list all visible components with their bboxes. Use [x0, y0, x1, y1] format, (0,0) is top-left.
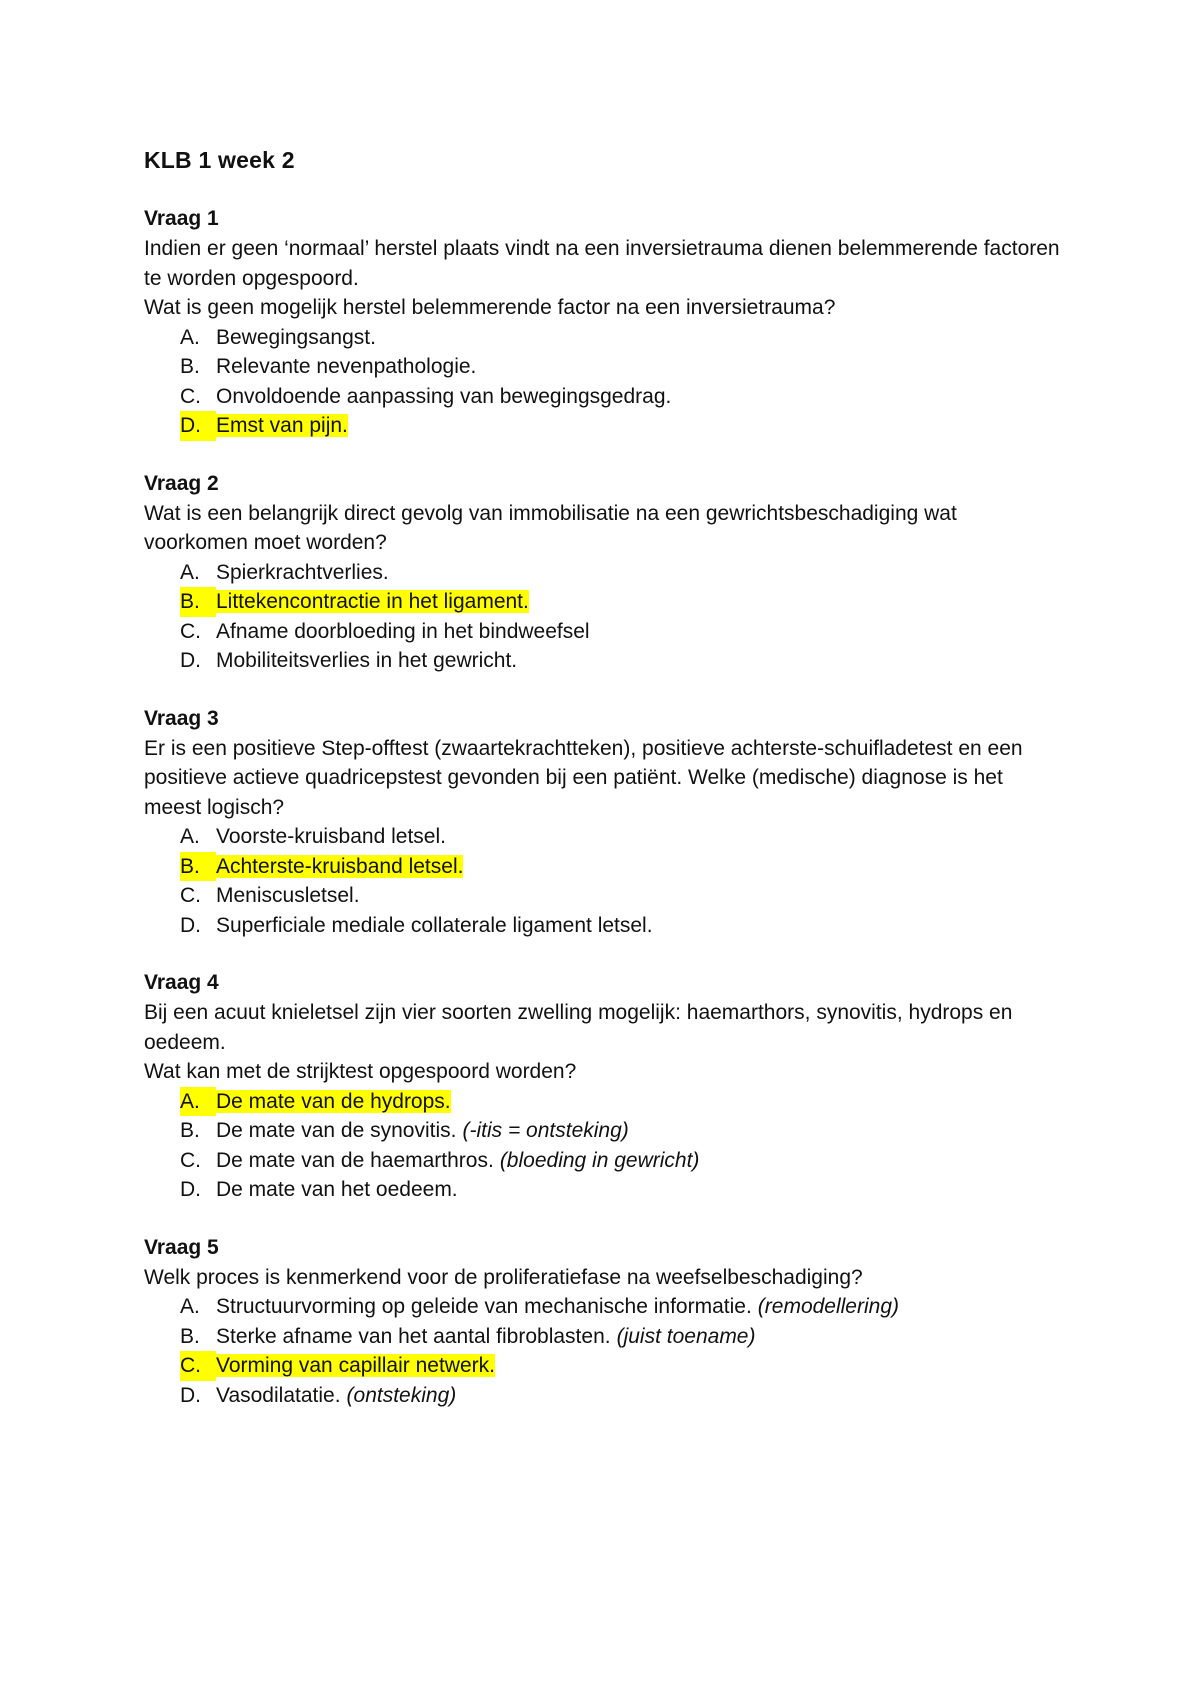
question-text: Indien er geen ‘normaal’ herstel plaats vindt na een inversietrauma dienen belemmerende factoren te worden opgespoord.	[144, 237, 1060, 290]
option-text: De mate van de haemarthros.	[216, 1148, 494, 1172]
answer-option-correct	[144, 1087, 1064, 1117]
option-body	[216, 1175, 458, 1205]
answer-options	[144, 822, 1064, 940]
answer-option	[144, 1146, 1064, 1176]
option-text: Structuurvorming op geleide van mechanische informatie.	[216, 1295, 752, 1318]
answer-option	[144, 617, 1064, 647]
question-text: Wat is een belangrijk direct gevolg van immobilisatie na een gewrichtsbeschadiging wat voorkomen moet worden?	[144, 501, 957, 554]
option-text: Superficiale mediale collaterale ligament letsel.	[216, 913, 653, 937]
option-body	[216, 1322, 755, 1352]
question-heading: Vraag 5	[144, 1235, 219, 1259]
option-text: Mobiliteitsverlies in het gewricht.	[216, 649, 518, 672]
option-letter: A.	[180, 825, 200, 848]
option-body	[216, 617, 590, 647]
option-letter: D.	[180, 913, 201, 937]
option-letter: C.	[180, 1351, 216, 1381]
option-body	[216, 1351, 495, 1381]
question-heading: Vraag 1	[144, 207, 219, 230]
question-heading: Vraag 4	[144, 971, 219, 994]
option-body	[216, 1116, 629, 1146]
question-block	[144, 1233, 1064, 1411]
answer-option	[144, 1381, 1064, 1411]
option-text: De mate van de synovitis.	[216, 1119, 457, 1142]
answer-option-correct	[144, 587, 1064, 617]
question-text: Welk proces is kenmerkend voor de proliferatiefase na weefselbeschadiging?	[144, 1265, 863, 1289]
question-block	[144, 968, 1064, 1205]
option-letter: B.	[180, 1324, 200, 1348]
option-note: (juist toename)	[616, 1324, 756, 1348]
option-letter: C.	[180, 1148, 201, 1172]
option-letter: D.	[180, 1383, 201, 1407]
option-body	[216, 852, 463, 882]
option-note: (-itis = ontsteking)	[462, 1119, 629, 1142]
question-text: Er is een positieve Step-offtest (zwaartekrachtteken), positieve achterste-schuifladetest en een positieve actieve quadricepstest gevonden bij een patiënt. Welke (medische) diagnose is het meest logisch?	[144, 736, 1023, 819]
option-text: Spierkrachtverlies.	[216, 560, 389, 584]
answer-option	[144, 1292, 1064, 1322]
answer-options	[144, 1087, 1064, 1205]
answer-option	[144, 352, 1064, 382]
answer-option	[144, 382, 1064, 412]
answer-options	[144, 1292, 1064, 1410]
option-note: (remodellering)	[757, 1295, 899, 1318]
option-letter: C.	[180, 384, 201, 408]
answer-option-correct	[144, 1351, 1064, 1381]
option-note: (bloeding in gewricht)	[499, 1148, 700, 1172]
option-body	[216, 646, 517, 676]
option-note: (ontsteking)	[346, 1383, 457, 1407]
option-body	[216, 558, 389, 588]
answer-option	[144, 1322, 1064, 1352]
question-heading: Vraag 3	[144, 706, 219, 730]
question-text: Wat kan met de strijktest opgespoord worden?	[144, 1060, 577, 1083]
option-body	[216, 1087, 451, 1117]
question-list	[144, 204, 1064, 1410]
option-body	[216, 1381, 456, 1411]
question-block	[144, 704, 1064, 941]
question-block	[144, 204, 1064, 441]
option-text: Vorming van capillair netwerk.	[216, 1354, 495, 1377]
question-text: Bij een acuut knieletsel zijn vier soorten zwelling mogelijk: haemarthors, synovitis, hydrops en oedeem.	[144, 1001, 1013, 1054]
answer-option	[144, 881, 1064, 911]
option-letter: A.	[180, 1087, 216, 1117]
option-body	[216, 382, 671, 412]
option-body	[216, 352, 476, 382]
answer-option	[144, 646, 1064, 676]
option-letter: B.	[180, 355, 200, 378]
option-letter: D.	[180, 649, 201, 672]
question-block	[144, 469, 1064, 676]
option-text: Emst van pijn.	[216, 414, 348, 437]
option-letter: C.	[180, 619, 201, 643]
option-text: Sterke afname van het aantal fibroblasten.	[216, 1324, 611, 1348]
option-text: Achterste-kruisband letsel.	[216, 854, 464, 878]
document-body	[144, 144, 1064, 1438]
answer-option	[144, 1175, 1064, 1205]
option-body	[216, 822, 446, 852]
option-letter: C.	[180, 884, 201, 907]
question-heading: Vraag 2	[144, 471, 219, 495]
option-text: Bewegingsangst.	[216, 325, 376, 349]
option-body	[216, 587, 529, 617]
answer-option	[144, 822, 1064, 852]
option-body	[216, 1292, 899, 1322]
answer-option	[144, 323, 1064, 353]
question-text: Wat is geen mogelijk herstel belemmerende factor na een inversietrauma?	[144, 296, 836, 319]
document-title: KLB 1 week 2	[144, 147, 295, 173]
option-text: Meniscusletsel.	[216, 884, 360, 907]
option-text: Onvoldoende aanpassing van bewegingsgedrag.	[216, 384, 672, 408]
option-body	[216, 1146, 699, 1176]
answer-options	[144, 323, 1064, 441]
option-text: Afname doorbloeding in het bindweefsel	[216, 619, 590, 643]
option-text: Littekencontractie in het ligament.	[216, 590, 529, 613]
option-text: Vasodilatatie.	[216, 1383, 341, 1407]
answer-option-correct	[144, 852, 1064, 882]
answer-option	[144, 558, 1064, 588]
option-body	[216, 911, 653, 941]
option-body	[216, 323, 376, 353]
answer-option	[144, 1116, 1064, 1146]
option-letter: B.	[180, 587, 216, 617]
option-text: De mate van het oedeem.	[216, 1178, 458, 1201]
option-text: Relevante nevenpathologie.	[216, 355, 477, 378]
option-letter: D.	[180, 411, 216, 441]
answer-option	[144, 911, 1064, 941]
option-letter: A.	[180, 1295, 200, 1318]
answer-options	[144, 558, 1064, 676]
option-letter: B.	[180, 852, 216, 882]
option-text: De mate van de hydrops.	[216, 1089, 451, 1113]
answer-option-correct	[144, 411, 1064, 441]
option-body	[216, 411, 348, 441]
option-text: Voorste-kruisband letsel.	[216, 825, 446, 848]
option-letter: B.	[180, 1119, 200, 1142]
option-letter: D.	[180, 1178, 201, 1201]
option-body	[216, 881, 360, 911]
option-letter: A.	[180, 325, 200, 349]
option-letter: A.	[180, 560, 200, 584]
